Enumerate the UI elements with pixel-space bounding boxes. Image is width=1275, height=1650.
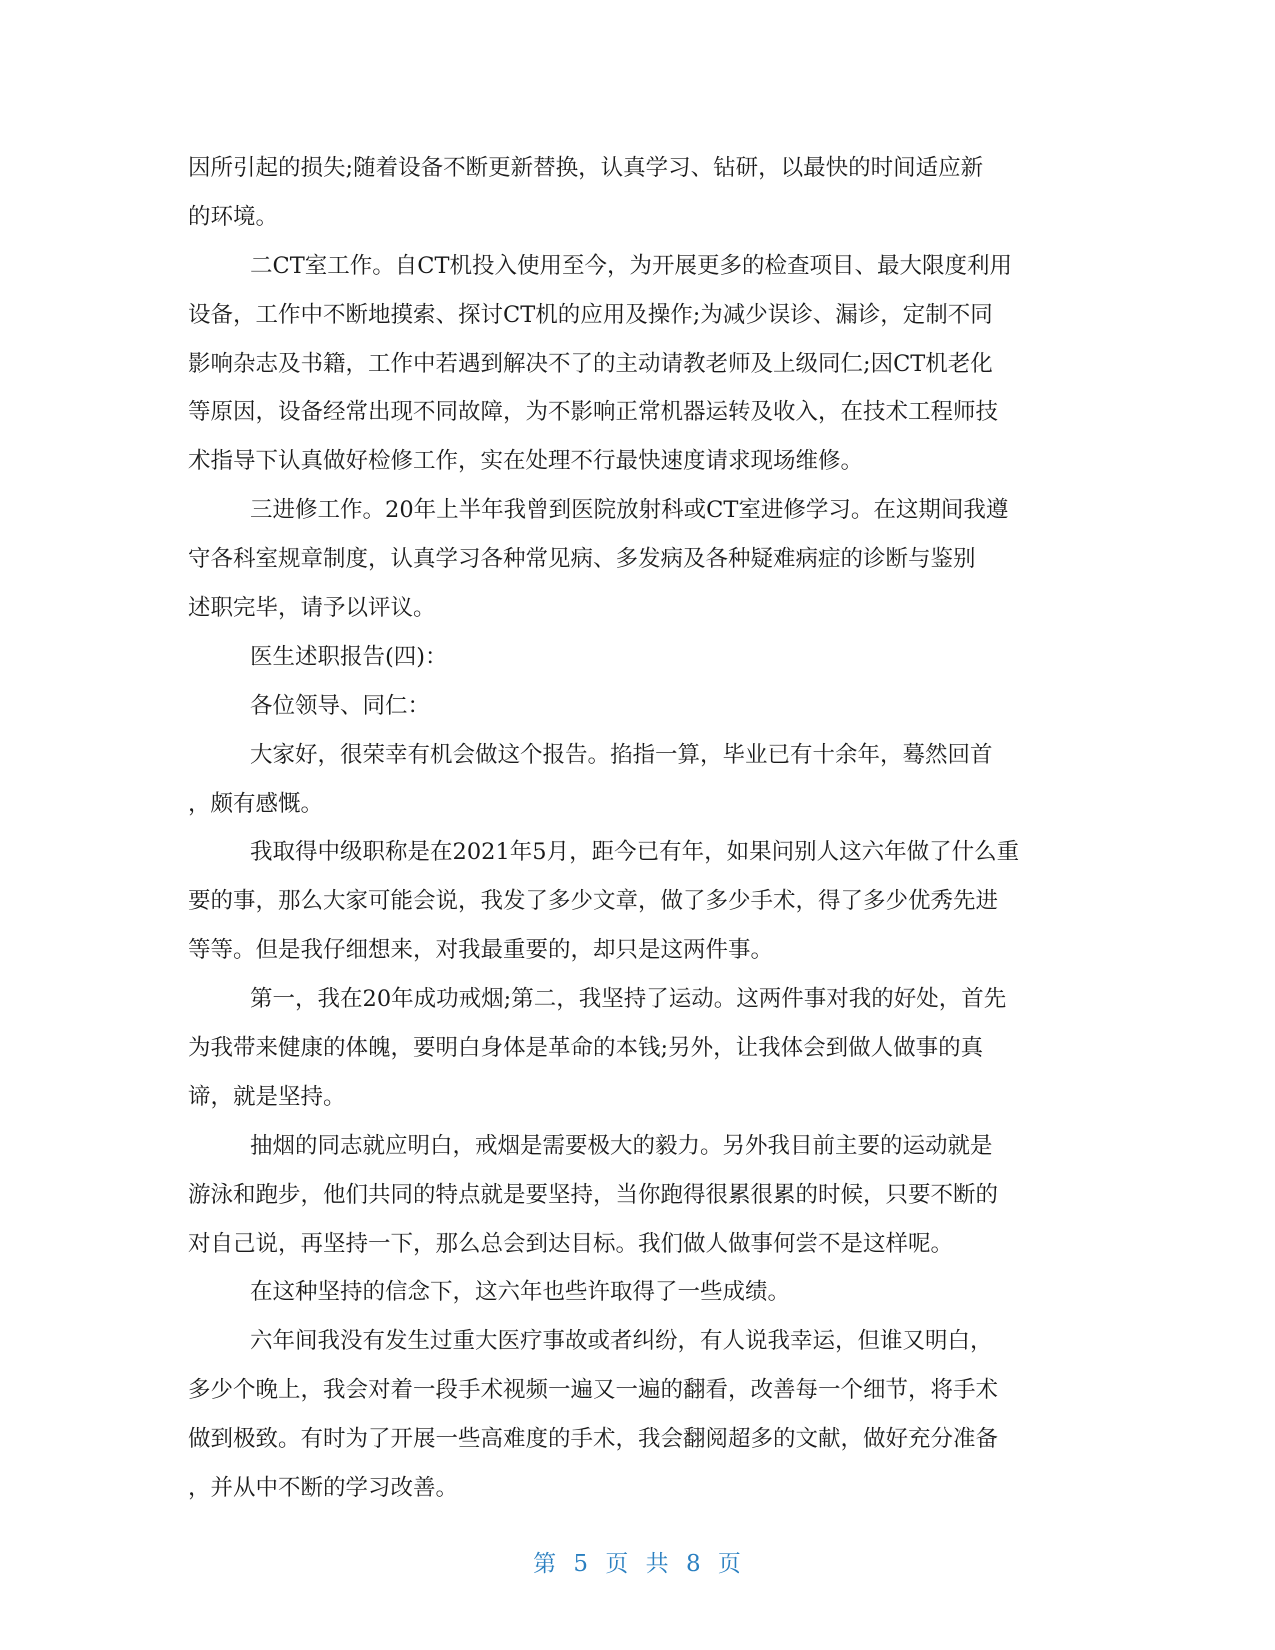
text-line: 抽烟的同志就应明白，戒烟是需要极大的毅力。另外我目前主要的运动就是 (250, 1132, 993, 1159)
text-line: ，颇有感慨。 (188, 790, 324, 817)
text-line: 等原因，设备经常出现不同故障，为不影响正常机器运转及收入，在技术工程师技 (188, 399, 999, 426)
text-line: 三进修工作。20年上半年我曾到医院放射科或CT室进修学习。在这期间我遵 (250, 497, 1009, 524)
text-line: ，并从中不断的学习改善。 (188, 1475, 459, 1502)
footer-page-label: 页 (605, 1551, 630, 1577)
page-footer (0, 1545, 1275, 1578)
text-line: 二CT室工作。自CT机投入使用至今，为开展更多的检查项目、最大限度利用 (250, 252, 1012, 279)
salutation: 各位领导、同仁： (250, 692, 431, 719)
text-line: 设备，工作中不断地摸索、探讨CT机的应用及操作;为减少误诊、漏诊，定制不同 (188, 301, 993, 328)
text-line: 做到极致。有时为了开展一些高难度的手术，我会翻阅超多的文献，做好充分准备 (188, 1426, 999, 1453)
text-line: 术指导下认真做好检修工作，实在处理不行最快速度请求现场维修。 (188, 448, 864, 475)
footer-suffix: 页 (717, 1551, 742, 1577)
text-line: 对自己说，再坚持一下，那么总会到达目标。我们做人做事何尝不是这样呢。 (188, 1230, 954, 1257)
text-line: 因所引起的损失;随着设备不断更新替换，认真学习、钻研，以最快的时间适应新 (188, 155, 984, 181)
text-line: 游泳和跑步，他们共同的特点就是要坚持，当你跑得很累很累的时候，只要不断的 (188, 1181, 999, 1208)
text-line: 六年间我没有发生过重大医疗事故或者纠纷，有人说我幸运，但谁又明白， (250, 1328, 993, 1355)
text-line: 的环境。 (188, 203, 279, 230)
text-line: 述职完毕，请予以评议。 (188, 595, 436, 622)
footer-total-pages: 8 (685, 1551, 702, 1577)
footer-prefix: 第 (533, 1551, 558, 1577)
text-line: 谛，就是坚持。 (188, 1083, 346, 1110)
footer-page-number: 5 (573, 1551, 590, 1577)
text-line: 影响杂志及书籍，工作中若遇到解决不了的主动请教老师及上级同仁;因CT机老化 (188, 350, 993, 377)
section-heading: 医生述职报告(四)： (250, 643, 448, 670)
text-line: 多少个晚上，我会对着一段手术视频一遍又一遍的翻看，改善每一个细节，将手术 (188, 1377, 999, 1404)
text-line: 我取得中级职称是在2021年5月，距今已有年，如果问别人这六年做了什么重 (250, 839, 1020, 866)
text-line: 第一，我在20年成功戒烟;第二，我坚持了运动。这两件事对我的好处，首先 (250, 986, 1007, 1013)
text-line: 为我带来健康的体魄，要明白身体是革命的本钱;另外，让我体会到做人做事的真 (188, 1035, 984, 1062)
text-line: 等等。但是我仔细想来，对我最重要的，却只是这两件事。 (188, 937, 774, 964)
text-line: 大家好，很荣幸有机会做这个报告。掐指一算，毕业已有十余年，蓦然回首 (250, 741, 993, 768)
text-line: 在这种坚持的信念下，这六年也些许取得了一些成绩。 (250, 1279, 791, 1306)
text-line: 要的事，那么大家可能会说，我发了多少文章，做了多少手术，得了多少优秀先进 (188, 888, 999, 915)
footer-total-label: 共 (645, 1551, 670, 1577)
document-body (188, 144, 1093, 1513)
text-line: 守各科室规章制度，认真学习各种常见病、多发病及各种疑难病症的诊断与鉴别 (188, 546, 976, 573)
